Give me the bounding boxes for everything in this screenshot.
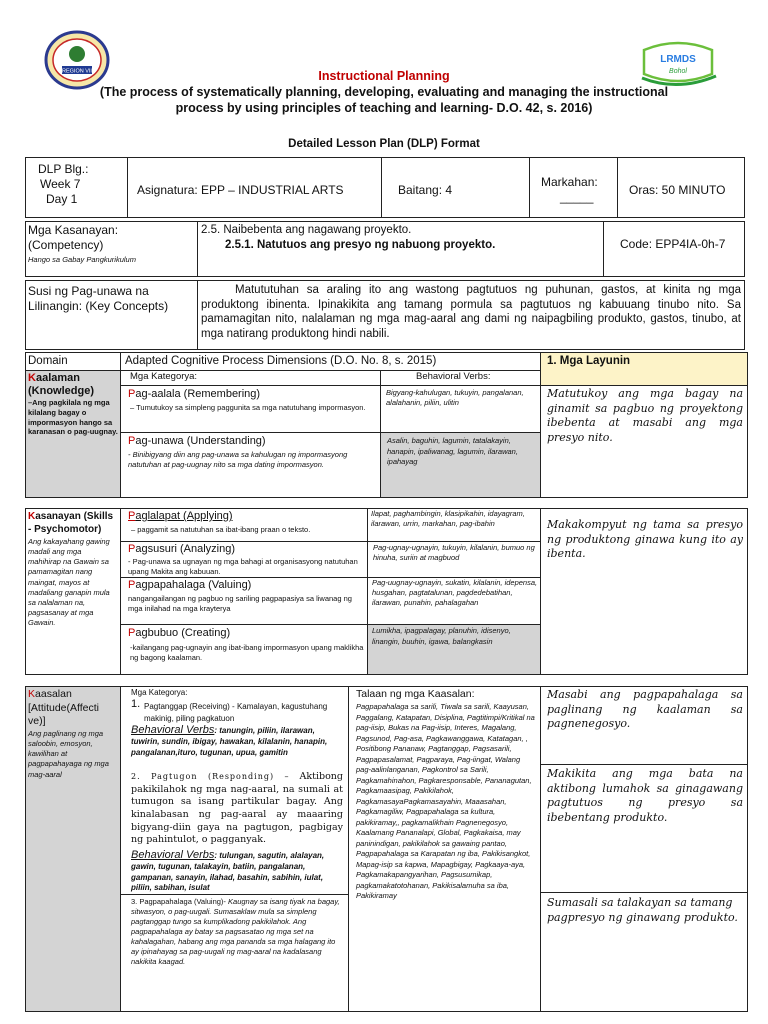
kasanayan-initial: K [28,511,36,522]
kasanayan-title2: - Psychomotor) [28,524,102,535]
kaalaman-desc: –Ang pagkilala ng mga kilalang bagay o impormasyon hango sa karanasan o pag-uugnay. [28,398,118,437]
svg-text:LRMDS: LRMDS [660,54,696,65]
receiving-verbs: : tanungin, piliin, ilarawan, tuwirin, sundin, ibigay, hawakan, kilalanin, hanapin, pangalanan,ituro, tugunan, upua, gamitin [131,726,328,757]
competency-source: Hango sa Gabay Pangkurikulum [28,255,136,264]
understanding-desc: - Binibigyang diin ang pag-unawa sa kahulugan ng impormasyong natutuhan at pag-uugnay nito sa mga dating impormasyon. [128,450,348,470]
key-concepts-text: Matututuhan sa araling ito ang wastong pagtutuos ng puhunan, gastos, at kinita ng mga produktong ibinenta. Ipinakikita ang tamang pormula sa pagtutuos ng kabuuang tinubo nito. Sa pamamagitan nito, nalalaman ng mga mag-aaral ang dami ng naipagbiling produkto, gastos, tinubo, at mga natirang produktong hindi nabili. [201,284,741,340]
responding-title: 2. Pagtugon (Responding) – [131,772,290,781]
remembering-desc: – Tumutukoy sa simpleng paggunita sa mga natutuhang impormasyon. [130,403,366,412]
layunin-header: 1. Mga Layunin [547,355,631,367]
kaasalan-objective3: Sumasali sa talakayan sa tamang pagpresyo ng ginawang produkto. [547,896,738,924]
remembering-title-rest: ag-aalala (Remembering) [135,388,261,400]
valuing-title [128,579,251,592]
receiving-verbs-block [131,723,345,758]
valuing-title-rest: agpapahalaga (Valuing) [135,579,252,591]
responding-desc: Aktibong pakikilahok ng mga nag-aaral, na sumali at tumugon sa isang partikular bagay. Ang kinalabasan ng pag-aaral ay maaaring bigyang-diin gaya na pagtugon, pagbigay ng pahintulot, o pagganyak. [131,771,343,846]
analyzing-title [128,543,235,556]
dlp-week: Week 7 [40,177,81,191]
kaasalan-title3: ve)] [28,715,46,727]
kaalaman-kategorya-header: Mga Kategorya: [130,371,198,382]
competency-label2: (Competency) [28,238,104,252]
asignatura-text: Asignatura: EPP – INDUSTRIAL ARTS [137,183,344,197]
understanding-initial: P [128,435,136,447]
talaan-list: Pagpapahalaga sa sarili, Tiwala sa sarili, Kaayusan, Paggalang, Katapatan, Disiplina, Pagtitimpi/Kritikal na pag-iisip, Bukas na Pag-iisip, Interes, Magalang, Pagsunod, Pag-asa, Pagkawanggawa, Katatagan, , Positibong Pananaw, Pagtanggap, Pagsasarili, Pagpapasalamat, Pagparaya, Pag-iingat, Walang pag-aalinlanganan, Pagkontrol sa Sarili, Pagkamahinahon, Pagkaresponsable, Pananagutan, Pagkamaasipag, Pakikilahok, PagkamasayaPagkamasayahin, Maaasahan, Pagkamagiliw, Pagpapahalaga sa kultura, pakikiramay,, pagkamalikhain Pagnenegosyo, Kaalamang Pananalapi, Global, Pagkakaisa, may paninindigan, pakikilahok sa gawaing pantao, Pagpapahalaga sa Karapatan ng iba, Pakikisangkot, Mapag-isip sa kapwa, Mapagbigay, Pagkaaya-aya, Pagkamakapangyarihan, Pagsusumikap, pagkamakatotohanan, Pakikisalamuha sa iba, Pakikiramay [356,702,535,900]
kaasalan-valuing-block [131,897,345,967]
svg-text:REGION VII: REGION VII [62,68,92,75]
dlp-day: Day 1 [46,192,78,206]
understanding-verbs: Asalin, baguhin, lagumin, tatalakayin, hanapin, ipaliwanag, lagumin, ilarawan, ipahayag [387,436,518,466]
markahan-text: Markahan: [541,175,598,189]
bv-label-2: Behavioral Verbs [131,849,215,861]
remembering-initial: P [128,388,136,400]
kaalaman-verbs-header: Behavioral Verbs: [416,371,491,382]
responding-verbs-block [131,848,345,893]
page-subtitle-line2: process by using principles of teaching and learning- D.O. 42, s. 2016) [175,101,593,115]
responding-block [131,771,343,847]
applying-verbs: Ilapat, paghambingin, klasipikahin, idayagram, ilarawan, urrin, markahan, pag-ibahin [371,509,525,528]
key-concepts-label: Susi ng Pag-unawa na [28,284,149,298]
kaasalan-objective2: Makikita ang mga bata na aktibong lumahok sa ginagawang pagtutuos ng presyo sa ibebentang produkto. [547,767,743,824]
kaalaman-title2: (Knowledge) [28,385,94,397]
understanding-title-rest: ag-unawa (Understanding) [135,435,266,447]
analyzing-desc: - Pag-unawa sa ugnayan ng mga bahagi at organisasyong natutuhan upang Makita ang kabuuan. [128,557,358,576]
applying-title-rest: aglalapat (Applying) [135,510,233,522]
bv-label-1: Behavioral Verbs [131,724,215,736]
receiving-title: Pagtanggap (Receiving) - Kamalayan, kagustuhang makinig, piling pagkatuon [144,702,328,723]
kaasalan-valuing-desc: Kaugnay sa isang tiyak na bagay, sitwasyon, o pag-uugali. Sumasaklaw mula sa simpleng pagtanggap tungo sa kumplikadong pakikilahok. Ang pagpapahalaga ay batay sa pagsasatao ng mga set na kahalagahan, habang ang mga pananda sa mga halagang ito ay ipinahayag sa pag-uugali ng mag-aaral na kadalasang nakikita kaagad. [131,897,340,966]
kaasalan-title-rest: aasalan [35,688,72,700]
kasanayan-title-rest: asanayan (Skills [35,511,114,522]
kaasalan-objective1: Masabi ang pagpapahalaga sa paglinang ng kaalaman sa pagnenegosyo. [547,688,743,731]
kaasalan-desc: Ang paglinang ng mga saloobin, emosyon, kawilihan at pagpapahayaga ng mga mag-aaral [28,729,109,779]
baitang-text: Baitang: 4 [398,183,453,197]
kaalaman-title [28,372,80,385]
kaalaman-title-rest: aalaman [35,372,80,384]
kaasalan-valuing-title: 3. Pagpapahalaga (Valuing)- [131,897,226,906]
valuing-initial: P [128,579,136,591]
competency-label: Mga Kasanayan: [28,223,119,237]
svg-text:Bohol: Bohol [669,68,687,75]
analyzing-title-rest: agsusuri (Analyzing) [135,543,235,555]
responding-verbs: : tulungan, sagutin, alalayan, gawin, tugunan, talakayin, batiin, pangalanan, gampanan, sanayin, ilahad, basahin, sabihin, iulat, piliin, sabihan, isulat [131,851,325,893]
dlp-label: DLP Blg.: [38,162,89,176]
markahan-blank: _____ [560,190,594,204]
analyzing-initial: P [128,543,136,555]
receiving-num: 1. [131,698,141,710]
competency-sub: 2.5.1. Natutuos ang presyo ng nabuong proyekto. [225,239,496,251]
creating-title [128,627,230,640]
kaasalan-kategorya: Mga Kategorya: [131,688,188,697]
creating-desc: -kailangang pag-ugnayin ang ibat-ibang impormasyon upang maklikha ng bagong kaalaman. [130,643,364,662]
oras-text: Oras: 50 MINUTO [629,183,726,197]
applying-title [128,510,233,523]
page-title: Instructional Planning [318,69,450,83]
valuing-desc: nangangailangan ng pagbuo ng sariling pagpapasiya sa liwanag ng mga inilahad na mga krayterya [128,594,352,613]
kasanayan-desc: Ang kakayahang gawing madali ang mga mahihirap na Gawain sa pamamagitan nang maingat, mayos at madaliang ganapin mula sa nalalaman na, pagsasanay at mga Gawain. [28,537,110,627]
adapted-header: Adapted Cognitive Process Dimensions (D.O. No. 8, s. 2015) [125,355,437,367]
format-title: Detailed Lesson Plan (DLP) Format [288,138,480,150]
key-concepts-label2: Lilinangin: (Key Concepts) [28,299,169,313]
valuing-verbs: Pag-uugnay-ugnayin, sukatin, kilalanin, idepensa, husgahan, pagtatalunan, pagdedebatihan, ilarawan, punahin, pahalagahan [372,578,538,607]
remembering-verbs: Bigyang-kahulugan, tukuyin, pangalanan, alalahanin, piliin, ulitin [386,388,524,407]
understanding-title [128,435,266,448]
kaasalan-initial: K [28,688,36,700]
creating-title-rest: agbubuo (Creating) [135,627,231,639]
kaalaman-objective: Matutukoy ang mga bagay na ginamit sa pagbuo ng proyektong ibebenta at masabi ang mga presyo nito. [547,387,743,444]
analyzing-verbs: Pag-ugnay-ugnayin, tukuyin, kilalanin, bumuo ng hinuha, suriin at magbuod [373,543,535,562]
domain-header: Domain [28,355,68,367]
competency-code: Code: EPP4IA-0h-7 [620,237,726,251]
applying-desc: – paggamit sa natutuhan sa ibat-ibang praan o teksto. [131,525,311,534]
kaasalan-valuing-divider [120,894,349,895]
kaasalan-title [28,688,72,700]
applying-initial: P [128,510,136,522]
creating-verbs: Lumikha, ipagpalagay, planuhin, idisenyo, linangin, buuhin, igawa, balangkasin [372,626,511,646]
kasanayan-objective: Makakompyut ng tama sa presyo ng produktong ginawa kung ito ay ibenta. [547,518,743,561]
kaasalan-title2: [Attitude(Affecti [28,702,100,714]
kasanayan-title [28,511,113,523]
talaan-title: Talaan ng mga Kaasalan: [356,688,475,700]
competency-main: 2.5. Naibebenta ang nagawang proyekto. [201,224,412,236]
page-subtitle-line1: (The process of systematically planning, developing, evaluating and managing the instructional [99,85,669,99]
creating-initial: P [128,627,136,639]
kaalaman-initial: K [28,372,36,384]
remembering-title [128,388,260,401]
